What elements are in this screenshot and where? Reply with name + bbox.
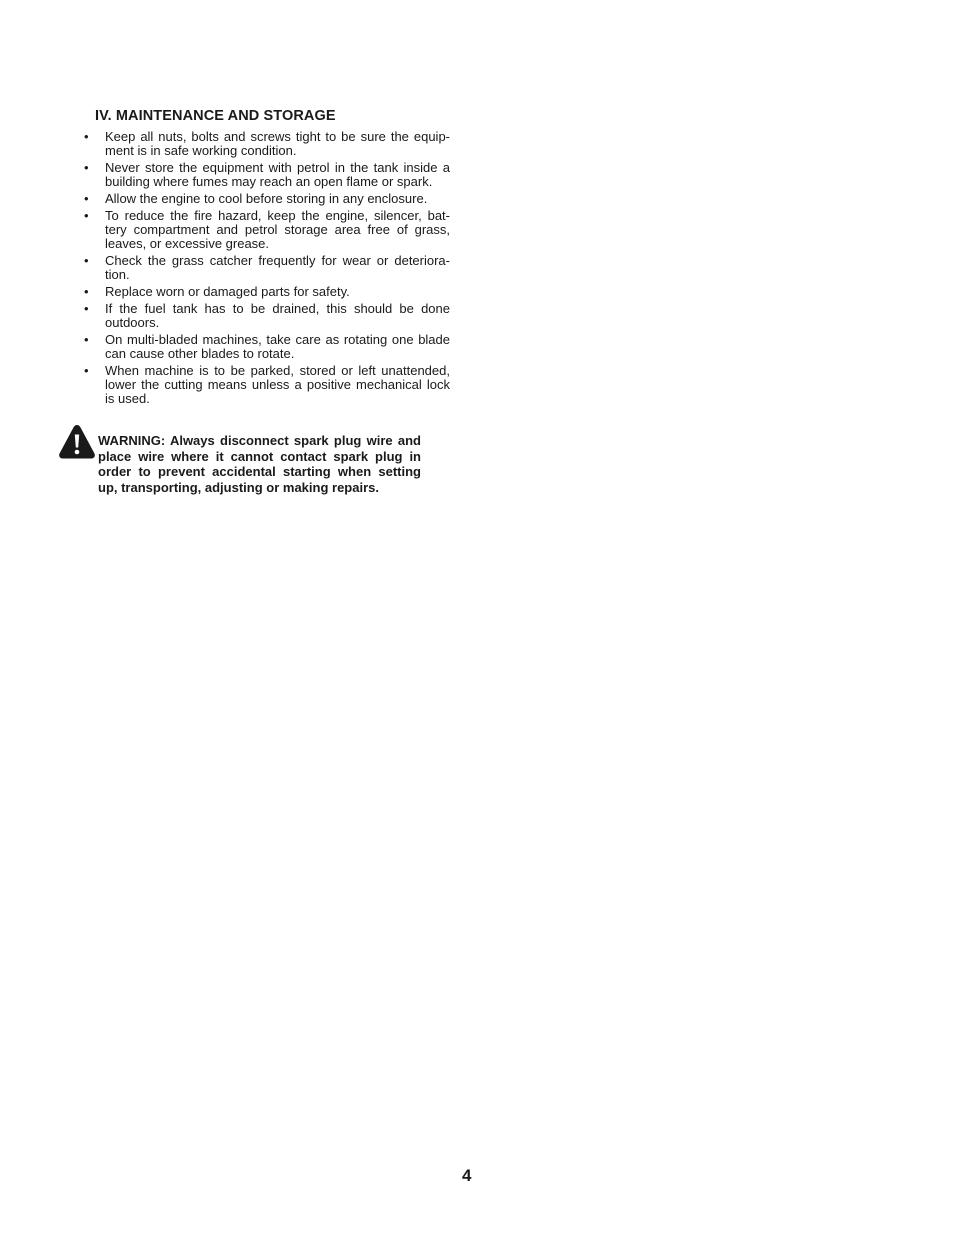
bullet-icon: • — [84, 301, 89, 316]
bullet-icon: • — [84, 129, 89, 144]
list-item-text: Check the grass catcher frequently for wear or deteriora-tion. — [105, 253, 450, 282]
bullet-icon: • — [84, 160, 89, 175]
warning-block — [58, 424, 428, 495]
list-item-text: If the fuel tank has to be drained, this should be done outdoors. — [105, 301, 450, 330]
list-item-text: To reduce the fire hazard, keep the engine, silencer, bat-tery compartment and petrol storage area free of grass, leaves, or excessive grease. — [105, 208, 450, 251]
list-item — [80, 161, 450, 189]
bullet-icon: • — [84, 363, 89, 378]
maintenance-list — [80, 130, 450, 406]
warning-triangle-icon — [58, 424, 96, 460]
warning-text: WARNING: Always disconnect spark plug wire and place wire where it cannot contact spark plug in order to prevent accidental starting when setting up, transporting, adjusting or making repairs. — [98, 433, 421, 495]
list-item — [80, 333, 450, 361]
list-item — [80, 302, 450, 330]
list-item — [80, 209, 450, 251]
list-item-text: Keep all nuts, bolts and screws tight to be sure the equip-ment is in safe working condition. — [105, 129, 450, 158]
page-number: 4 — [462, 1166, 472, 1185]
bullet-icon: • — [84, 332, 89, 347]
bullet-icon: • — [84, 208, 89, 223]
bullet-icon: • — [84, 284, 89, 299]
bullet-icon: • — [84, 253, 89, 268]
list-item-text: When machine is to be parked, stored or left unattended, lower the cutting means unless a positive mechanical lock is used. — [105, 363, 450, 406]
list-item — [80, 130, 450, 158]
list-item-text: On multi-bladed machines, take care as rotating one blade can cause other blades to rotate. — [105, 332, 450, 361]
list-item-text: Never store the equipment with petrol in the tank inside a building where fumes may reach an open flame or spark. — [105, 160, 450, 189]
list-item-text: Replace worn or damaged parts for safety. — [105, 284, 350, 299]
list-item — [80, 192, 450, 206]
bullet-icon: • — [84, 191, 89, 206]
section-title: IV. MAINTENANCE AND STORAGE — [95, 108, 336, 124]
list-item — [80, 254, 450, 282]
maintenance-section — [80, 108, 450, 409]
list-item — [80, 285, 450, 299]
list-item-text: Allow the engine to cool before storing in any enclosure. — [105, 191, 428, 206]
list-item — [80, 364, 450, 406]
